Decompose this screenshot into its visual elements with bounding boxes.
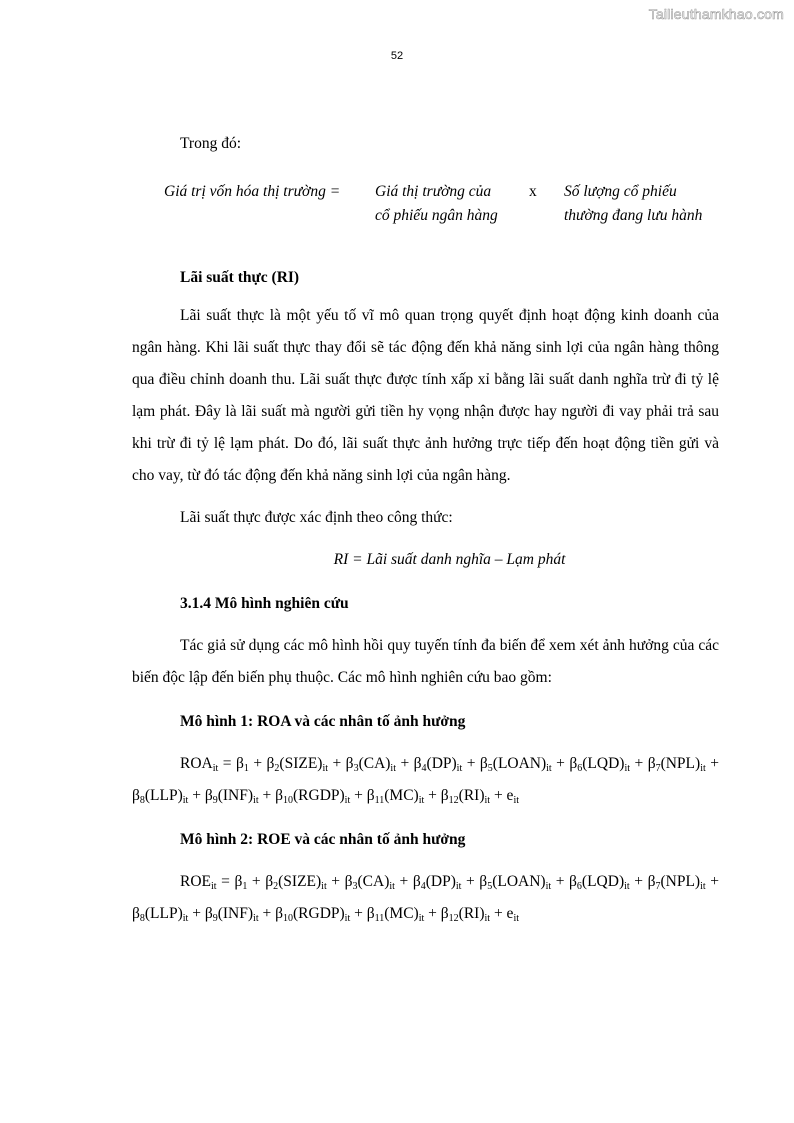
ri-formula: RI = Lãi suất danh nghĩa – Lạm phát	[333, 551, 566, 568]
ri-formula-intro: Lãi suất thực được xác định theo công thức:	[180, 509, 453, 526]
subscript: 9	[212, 913, 218, 924]
subscript: 5	[487, 881, 493, 892]
var-inf: (INF)	[217, 905, 254, 922]
subscript: it	[182, 795, 189, 806]
beta-1: β	[235, 755, 244, 772]
plus-sign: +	[629, 873, 643, 890]
shares-line-2: thường đang lưu hành	[564, 207, 703, 224]
beta-5: + β	[462, 755, 488, 772]
beta-2: + β	[247, 873, 274, 890]
shares-line-1: Số lượng cổ phiếu	[564, 183, 677, 200]
watermark: Tailieuthamkhao.com	[648, 6, 784, 22]
beta-8: + β	[132, 755, 719, 804]
var-size: (SIZE)	[278, 873, 322, 890]
subscript: 11	[374, 795, 385, 806]
beta-11: + β	[350, 905, 375, 922]
subscript: it	[624, 763, 631, 774]
subscript: 8	[139, 795, 145, 806]
subscript: it	[344, 795, 351, 806]
error-term: + e	[490, 905, 514, 922]
subscript: it	[546, 763, 552, 774]
beta-6: + β	[551, 755, 578, 772]
beta-7: β	[647, 873, 656, 890]
var-lqd: (LQD)	[582, 755, 625, 772]
beta-10: + β	[258, 905, 283, 922]
shares-term	[564, 180, 702, 228]
subscript: 4	[421, 763, 427, 774]
error-term: + e	[490, 787, 514, 804]
subscript: 7	[655, 763, 661, 774]
equals-sign: =	[218, 755, 236, 772]
var-npl: (NPL)	[660, 873, 701, 890]
plus-sign: +	[630, 755, 644, 772]
subscript: it	[418, 913, 425, 924]
var-ri: (RI)	[458, 905, 485, 922]
model-1-heading: Mô hình 1: ROA và các nhân tố ảnh hưởng	[180, 713, 466, 730]
subscript: 3	[353, 763, 359, 774]
beta-1: β	[234, 873, 243, 890]
intro-text: Trong đó:	[180, 135, 242, 152]
subscript: 10	[283, 795, 293, 806]
subscript: it	[456, 763, 463, 774]
subscript: 5	[487, 763, 493, 774]
beta-7: β	[647, 755, 656, 772]
page-body	[132, 128, 719, 930]
beta-12: + β	[424, 787, 449, 804]
market-cap-formula	[132, 180, 719, 236]
var-dp: (DP)	[426, 755, 457, 772]
subscript: it	[212, 763, 219, 774]
subscript: it	[545, 881, 552, 892]
var-mc: (MC)	[384, 905, 419, 922]
var-lqd: (LQD)	[581, 873, 625, 890]
subscript: it	[321, 881, 327, 892]
model-2-heading: Mô hình 2: ROE và các nhân tố ảnh hưởng	[180, 831, 466, 848]
subscript: 2	[274, 763, 280, 774]
subscript: it	[253, 913, 259, 924]
ri-heading: Lãi suất thực (RI)	[180, 269, 300, 286]
var-llp: (LLP)	[144, 905, 183, 922]
subscript: 12	[448, 913, 459, 924]
beta-11: + β	[350, 787, 375, 804]
beta-9: + β	[188, 905, 213, 922]
var-loan: (LOAN)	[492, 755, 547, 772]
subscript: it	[513, 795, 519, 806]
model-section-paragraph: Tác giả sử dụng các mô hình hồi quy tuyến tính đa biến để xem xét ảnh hưởng của các biến độc lập đến biến phụ thuộc. Các mô hình nghiên cứu bao gồm:	[132, 637, 719, 686]
subscript: it	[390, 763, 396, 774]
beta-10: + β	[258, 787, 283, 804]
subscript: it	[253, 795, 259, 806]
subscript: 1	[242, 881, 248, 892]
beta-2: + β	[248, 755, 275, 772]
beta-3: + β	[326, 873, 353, 890]
subscript: it	[455, 881, 462, 892]
var-ca: (CA)	[358, 755, 391, 772]
subscript: it	[211, 881, 217, 892]
var-rgdp: (RGDP)	[293, 787, 345, 804]
ri-paragraph: Lãi suất thực là một yếu tố vĩ mô quan trọng quyết định hoạt động kinh doanh của ngân hàng. Khi lãi suất thực thay đổi sẽ tác động đến khả năng sinh lợi của ngân hàng thông qua điều chỉnh doanh thu. Lãi suất thực được tính xấp xỉ bằng lãi suất danh nghĩa trừ đi tỷ lệ lạm phát. Đây là lãi suất mà người gửi tiền hy vọng nhận được hay người đi vay phải trả sau khi trừ đi tỷ lệ lạm phát. Do đó, lãi suất thực ảnh hưởng trực tiếp đến hoạt động tiền gửi và cho vay, từ đó tác động đến khả năng sinh lợi của ngân hàng.	[132, 307, 719, 484]
subscript: 3	[352, 881, 358, 892]
subscript: it	[418, 795, 425, 806]
market-price-term	[375, 180, 498, 228]
beta-5: + β	[461, 873, 488, 890]
var-size: (SIZE)	[279, 755, 323, 772]
subscript: 9	[212, 795, 218, 806]
model-1-equation	[132, 748, 719, 812]
multiply-sign: x	[529, 183, 537, 200]
var-npl: (NPL)	[660, 755, 701, 772]
subscript: it	[389, 881, 395, 892]
subscript: it	[182, 913, 189, 924]
beta-3: + β	[328, 755, 354, 772]
var-ca: (CA)	[357, 873, 390, 890]
beta-8: + β	[132, 873, 719, 922]
subscript: it	[513, 913, 519, 924]
model-1-dependent: ROA	[180, 755, 213, 772]
market-price-line-2: cổ phiếu ngân hàng	[375, 207, 498, 224]
subscript: 7	[655, 881, 661, 892]
subscript: it	[344, 913, 351, 924]
var-loan: (LOAN)	[492, 873, 546, 890]
market-cap-lhs: Giá trị vốn hóa thị trường =	[164, 183, 341, 200]
var-rgdp: (RGDP)	[293, 905, 345, 922]
model-section-heading: 3.1.4 Mô hình nghiên cứu	[180, 595, 349, 612]
page-number: 52	[390, 50, 404, 62]
subscript: 1	[243, 763, 249, 774]
subscript: 6	[576, 881, 582, 892]
subscript: it	[484, 913, 491, 924]
subscript: 8	[139, 913, 145, 924]
var-dp: (DP)	[425, 873, 456, 890]
subscript: it	[700, 881, 706, 892]
model-2-equation	[132, 866, 719, 930]
subscript: it	[484, 795, 491, 806]
subscript: it	[322, 763, 329, 774]
equals-sign: =	[216, 873, 235, 890]
beta-4: + β	[395, 755, 422, 772]
var-llp: (LLP)	[144, 787, 183, 804]
subscript: it	[700, 763, 706, 774]
subscript: 10	[283, 913, 293, 924]
var-mc: (MC)	[384, 787, 419, 804]
beta-6: + β	[551, 873, 577, 890]
var-inf: (INF)	[217, 787, 254, 804]
market-price-line-1: Giá thị trường của	[375, 183, 492, 200]
subscript: it	[624, 881, 630, 892]
beta-12: + β	[424, 905, 449, 922]
subscript: 6	[577, 763, 583, 774]
subscript: 12	[448, 795, 459, 806]
subscript: 2	[273, 881, 279, 892]
beta-9: + β	[188, 787, 213, 804]
subscript: 4	[420, 881, 426, 892]
model-2-dependent: ROE	[180, 873, 211, 890]
beta-4: + β	[394, 873, 421, 890]
var-ri: (RI)	[458, 787, 485, 804]
subscript: 11	[374, 913, 385, 924]
